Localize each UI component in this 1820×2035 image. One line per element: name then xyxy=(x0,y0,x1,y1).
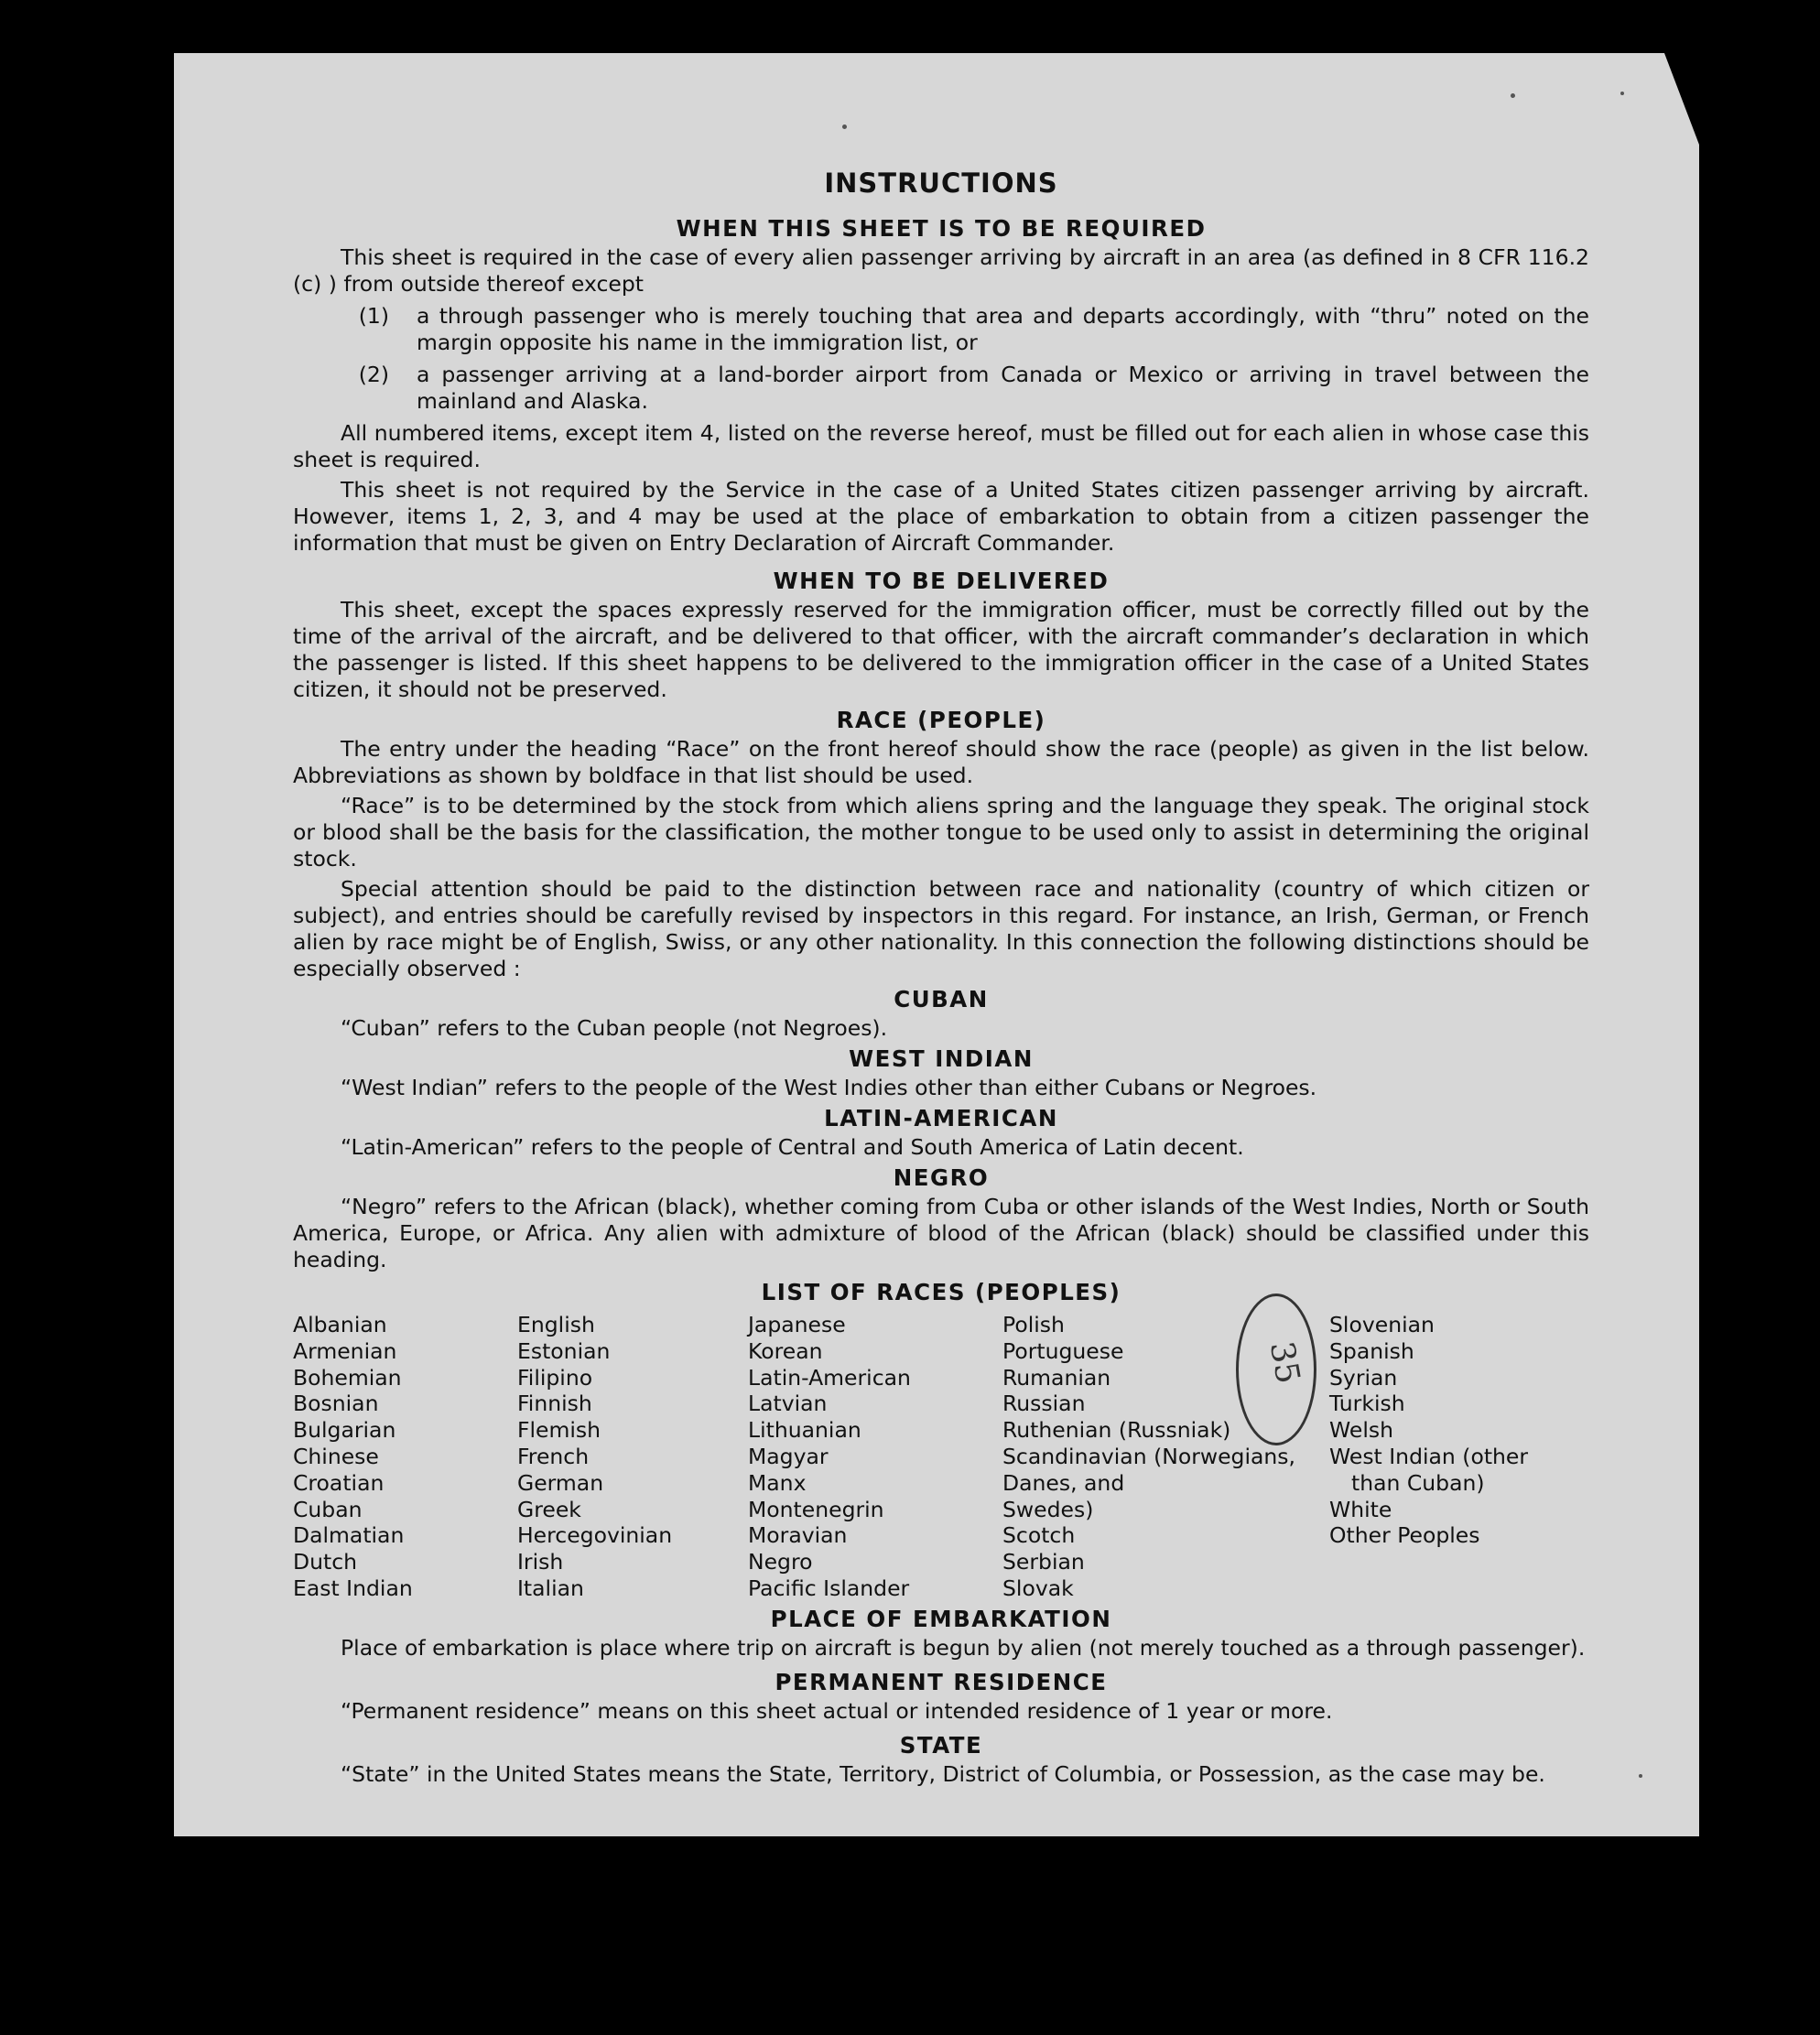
race-item: Estonian xyxy=(517,1337,611,1364)
race-item: Cuban xyxy=(293,1496,363,1522)
race-item: Bulgarian xyxy=(293,1417,396,1444)
heading-when-required: WHEN THIS SHEET IS TO BE REQUIRED xyxy=(676,215,1207,242)
required-intro: This sheet is required in the case of every alien passenger arriving by aircraft in an area (as defined in 8 CFR 116.2 (c) ) from outside thereof except xyxy=(293,244,1589,297)
race-item: Scotch xyxy=(1002,1522,1076,1549)
race-item: Pacific Islander xyxy=(748,1575,910,1601)
race-item: Negro xyxy=(748,1549,813,1575)
race-item: Ruthenian (Russniak) xyxy=(1002,1417,1231,1444)
race-paragraph-2: “Race” is to be determined by the stock from which aliens spring and the language they speak. The original stock or blood shall be the basis for the classification, the mother tongue to be used only to assist in determining the original stock. xyxy=(293,793,1589,871)
speck xyxy=(842,124,847,129)
heading-race: RACE (PEOPLE) xyxy=(836,707,1046,733)
speck xyxy=(1639,1774,1642,1778)
race-item: Scandinavian (Norwegians, xyxy=(1002,1443,1295,1469)
race-item: Manx xyxy=(748,1469,807,1496)
race-column xyxy=(1002,1312,1329,1602)
race-item: Croatian xyxy=(293,1469,385,1496)
speck xyxy=(1511,93,1515,98)
exception-number: (1) xyxy=(358,303,389,329)
race-column xyxy=(1329,1312,1576,1602)
race-item: Slovenian xyxy=(1329,1312,1435,1337)
required-paragraph-2: All numbered items, except item 4, listed on the reverse hereof, must be filled out for each alien in whose case this sheet is required. xyxy=(293,420,1589,472)
race-paragraph-3: Special attention should be paid to the distinction between race and nationality (country of which citizen or subject), and entries should be carefully revised by inspectors in this regard. For instance, an Irish, German, or French alien by race might be of English, Swiss, or any other nationality. In this connection the following distinctions should be especially observed : xyxy=(293,876,1589,981)
race-item: German xyxy=(517,1469,604,1496)
race-item: Greek xyxy=(517,1496,581,1522)
race-item: Danes, and xyxy=(1002,1469,1125,1496)
race-item: Syrian xyxy=(1329,1364,1398,1391)
race-item: Slovak xyxy=(1002,1575,1074,1601)
race-item: English xyxy=(517,1312,595,1337)
document-sheet xyxy=(174,53,1699,1836)
race-item: Other Peoples xyxy=(1329,1522,1480,1549)
exception-text: a passenger arriving at a land-border airport from Canada or Mexico or arriving in travel between the mainland and Alaska. xyxy=(417,362,1589,414)
race-item: Swedes) xyxy=(1002,1496,1094,1522)
race-item: Moravian xyxy=(748,1522,848,1549)
heading-west-indian: WEST INDIAN xyxy=(849,1045,1034,1072)
exception-number: (2) xyxy=(358,362,389,387)
race-item: than Cuban) xyxy=(1351,1469,1485,1496)
race-item: Magyar xyxy=(748,1443,829,1469)
heading-state: STATE xyxy=(899,1731,983,1759)
race-item: West Indian (other xyxy=(1329,1443,1529,1469)
race-item: Rumanian xyxy=(1002,1364,1111,1391)
speck xyxy=(1620,92,1624,95)
negro-text: “Negro” refers to the African (black), whether coming from Cuba or other islands of the West Indies, North or South America, Europe, or Africa. Any alien with admixture of blood of the African (black) should be classified under this heading. xyxy=(293,1194,1589,1272)
race-item: East Indian xyxy=(293,1575,413,1601)
race-item: Montenegrin xyxy=(748,1496,884,1522)
race-paragraph-1: The entry under the heading “Race” on the front hereof should show the race (people) as given in the list below. Abbreviations as shown by boldface in that list should be used. xyxy=(293,736,1589,788)
race-list xyxy=(293,1312,1589,1602)
race-item: Dalmatian xyxy=(293,1522,405,1549)
race-item: Irish xyxy=(517,1549,564,1575)
heading-when-delivered: WHEN TO BE DELIVERED xyxy=(773,568,1110,594)
cuban-text: “Cuban” refers to the Cuban people (not Negroes). xyxy=(341,1015,888,1041)
heading-embarkation: PLACE OF EMBARKATION xyxy=(770,1605,1112,1632)
race-item: Japanese xyxy=(748,1312,846,1337)
race-item: Latin-American xyxy=(748,1364,911,1391)
heading-list-of-races: LIST OF RACES (PEOPLES) xyxy=(761,1279,1121,1305)
race-column xyxy=(293,1312,517,1602)
instructions-content xyxy=(293,168,1589,1788)
west-indian-text: “West Indian” refers to the people of the West Indies other than either Cubans or Negroes. xyxy=(341,1075,1317,1100)
race-item: Hercegovinian xyxy=(517,1522,673,1549)
state-text: “State” in the United States means the State, Territory, District of Columbia, or Possession, as the case may be. xyxy=(341,1760,1545,1787)
race-item: Welsh xyxy=(1329,1417,1393,1444)
residence-text: “Permanent residence” means on this sheet actual or intended residence of 1 year or more. xyxy=(341,1697,1333,1724)
race-item: Flemish xyxy=(517,1417,601,1444)
heading-latin-american: LATIN-AMERICAN xyxy=(824,1105,1058,1131)
race-item: Turkish xyxy=(1329,1391,1405,1417)
race-item: Russian xyxy=(1002,1391,1086,1417)
required-paragraph-3: This sheet is not required by the Service in the case of a United States citizen passenger arriving by aircraft. However, items 1, 2, 3, and 4 may be used at the place of embarkation to obtain from a citizen passenger the information that must be given on Entry Declaration of Aircraft Commander. xyxy=(293,477,1589,556)
heading-negro: NEGRO xyxy=(893,1164,990,1191)
race-column xyxy=(748,1312,1002,1602)
delivered-text: This sheet, except the spaces expressly reserved for the immigration officer, must be correctly filled out by the time of the arrival of the aircraft, and be delivered to that officer, with the aircraft commander’s declaration in which the passenger is listed. If this sheet happens to be delivered to the immigration officer in the case of a United States citizen, it should not be preserved. xyxy=(293,597,1589,702)
race-item: White xyxy=(1329,1496,1392,1522)
handwritten-number: 35 xyxy=(1262,1338,1307,1387)
exception-item xyxy=(293,303,1589,356)
exception-text: a through passenger who is merely touching that area and departs accordingly, with “thru” noted on the margin opposite his name in the immigration list, or xyxy=(417,303,1589,355)
folded-corner xyxy=(1664,53,1699,145)
race-item: Albanian xyxy=(293,1312,387,1337)
race-item: Finnish xyxy=(517,1391,592,1417)
page-title: INSTRUCTIONS xyxy=(824,168,1058,199)
race-item: Spanish xyxy=(1329,1337,1414,1364)
embarkation-text: Place of embarkation is place where trip on aircraft is begun by alien (not merely touched as a through passenger). xyxy=(341,1634,1586,1661)
race-item: Portuguese xyxy=(1002,1337,1124,1364)
race-column xyxy=(517,1312,748,1602)
race-item: French xyxy=(517,1443,590,1469)
race-item: Armenian xyxy=(293,1337,397,1364)
latin-american-text: “Latin-American” refers to the people of Central and South America of Latin decent. xyxy=(341,1134,1244,1160)
race-item: Lithuanian xyxy=(748,1417,861,1444)
heading-cuban: CUBAN xyxy=(894,986,989,1012)
race-item: Chinese xyxy=(293,1443,379,1469)
heading-permanent-residence: PERMANENT RESIDENCE xyxy=(775,1668,1108,1695)
race-item: Dutch xyxy=(293,1549,358,1575)
race-item: Italian xyxy=(517,1575,584,1601)
exception-item xyxy=(293,362,1589,415)
race-item: Serbian xyxy=(1002,1549,1085,1575)
race-item: Filipino xyxy=(517,1364,593,1391)
race-item: Bohemian xyxy=(293,1364,402,1391)
race-item: Korean xyxy=(748,1337,823,1364)
race-item: Bosnian xyxy=(293,1391,379,1417)
race-item: Polish xyxy=(1002,1312,1065,1337)
race-item: Latvian xyxy=(748,1391,828,1417)
